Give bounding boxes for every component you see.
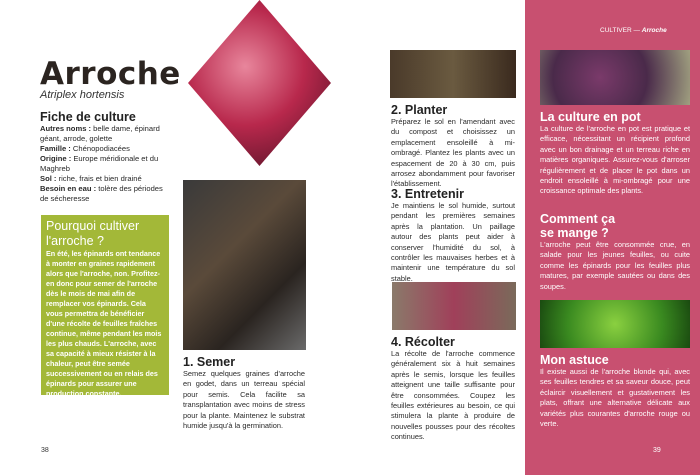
recolter-text: La récolte de l'arroche commence généralement six à huit semaines après le semis, lorsque les feuilles atteignent une taille suffisante pour être consommées. Coupez les feuilles extérieures au besoin, ce qui stimulera la plante à produire de nouvelles pousses pour des récoltes continues. <box>391 349 515 442</box>
planting-photo <box>390 50 516 98</box>
pot-text: La culture de l'arroche en pot est pratique et efficace, nécessitant un récipient profond avec un bon drainage et un terreau riche en matières organiques. Assurez-vous d'arroser régulièrement et de placer le pot dans un endroit ensoleillé à mi-ombragé pour une croissance optimale des plants. <box>540 124 690 196</box>
mange-text: L'arroche peut être consommée crue, en salade pour les jeunes feuilles, ou cuite comme les épinards pour les feuilles plus matures, par exemple sautées ou dans des soupes. <box>540 240 690 291</box>
semer-section <box>183 355 305 431</box>
fiche-row <box>40 184 170 204</box>
fiche-label: Autres noms : <box>40 124 92 133</box>
fiche-row <box>40 154 170 174</box>
running-header <box>600 27 667 34</box>
page-number-right: 39 <box>653 447 661 454</box>
planter-heading: 2. Planter <box>391 103 448 117</box>
page-number-left: 38 <box>41 447 49 454</box>
semer-heading: 1. Semer <box>183 355 236 369</box>
fiche-value: belle dame, épinard géant, arrode, golette <box>40 124 160 143</box>
seedling-trays-photo <box>183 180 306 350</box>
entretenir-section <box>391 187 515 284</box>
fiche-label: Famille : <box>40 144 71 153</box>
fiche-value: tolère des périodes de sécheresse <box>40 184 163 203</box>
planter-text: Préparez le sol en l'amendant avec du compost et choisissez un emplacement ensoleillé à mi-ombragé. Plantez les plants avec un espacement de 20 à 30 cm, puis arrosez abondamment pour favoriser l'établissement. <box>391 117 515 189</box>
fiche-label: Origine : <box>40 154 72 163</box>
header-topic: Arroche <box>641 27 667 34</box>
semer-text: Semez quelques graines d'arroche en godet, dans un terreau spécial pour semis. Cela facilite sa transplantation avec moins de stress pour la plante. Maintenez le substrat humide jusqu'à la germination. <box>183 369 305 431</box>
pourquoi-text: En été, les épinards ont tendance à monter en graines rapidement alors que l'arroche, non. Profitez-en donc pour semer de l'arroche dès le mois de mai afin de remplacer vos épinards. Cela vous permettra de bénéficier d'une récolte de feuilles fraîches continue, même pendant les mois les plus chauds. L'arroche, avec sa capacité à mieux résister à la chaleur, peut être semée successivement ou en relais des épinards pour assurer une production constante. <box>46 249 162 398</box>
entretenir-text: Je maintiens le sol humide, surtout pendant les premières semaines après la plantation. Un paillage autour des plants peut aider à conserver l'humidité du sol, à contrôler les mauvaises herbes et à maintenir une température du sol stable. <box>391 201 515 283</box>
fiche-value: Chénopodiacées <box>70 144 130 153</box>
planter-section <box>391 103 515 190</box>
astuce-text: Il existe aussi de l'arroche blonde qui, avec ses feuilles tendres et sa saveur douce, peut éclaircir visuellement et gustativement les plats, offrant une alternative délicate aux variétés plus courantes d'arroche rouge ou verte. <box>540 367 690 429</box>
fiche-row <box>40 144 170 154</box>
astuce-heading: Mon astuce <box>540 353 609 367</box>
fiche-row <box>40 124 170 144</box>
header-section: CULTIVER — <box>600 27 642 34</box>
pot-heading: La culture en pot <box>540 110 641 124</box>
fiche-heading: Fiche de culture <box>40 110 136 124</box>
pourquoi-heading: Pourquoi cultiver l'arroche ? <box>46 219 140 248</box>
page-title: Arroche <box>40 56 181 92</box>
fiche-value: riche, frais et bien drainé <box>56 174 142 183</box>
mange-section <box>540 212 690 292</box>
entretenir-heading: 3. Entretenir <box>391 187 464 201</box>
pot-section <box>540 110 690 197</box>
fiche-row <box>40 174 170 184</box>
arroche-leaves-photo <box>188 0 331 166</box>
pot-photo <box>540 50 690 105</box>
scientific-name: Atriplex hortensis <box>40 89 125 101</box>
fiche-value: Europe méridionale et du Maghreb <box>40 154 159 173</box>
recolter-heading: 4. Récolter <box>391 335 455 349</box>
green-leaves-photo <box>540 300 690 348</box>
astuce-section <box>540 353 690 429</box>
fiche-label: Besoin en eau : <box>40 184 97 193</box>
mange-heading: Comment ça se mange ? <box>540 212 616 240</box>
pourquoi-box <box>41 215 169 398</box>
harvest-photo <box>392 282 516 330</box>
fiche-culture <box>40 110 170 204</box>
fiche-label: Sol : <box>40 174 57 183</box>
recolter-section <box>391 335 515 443</box>
